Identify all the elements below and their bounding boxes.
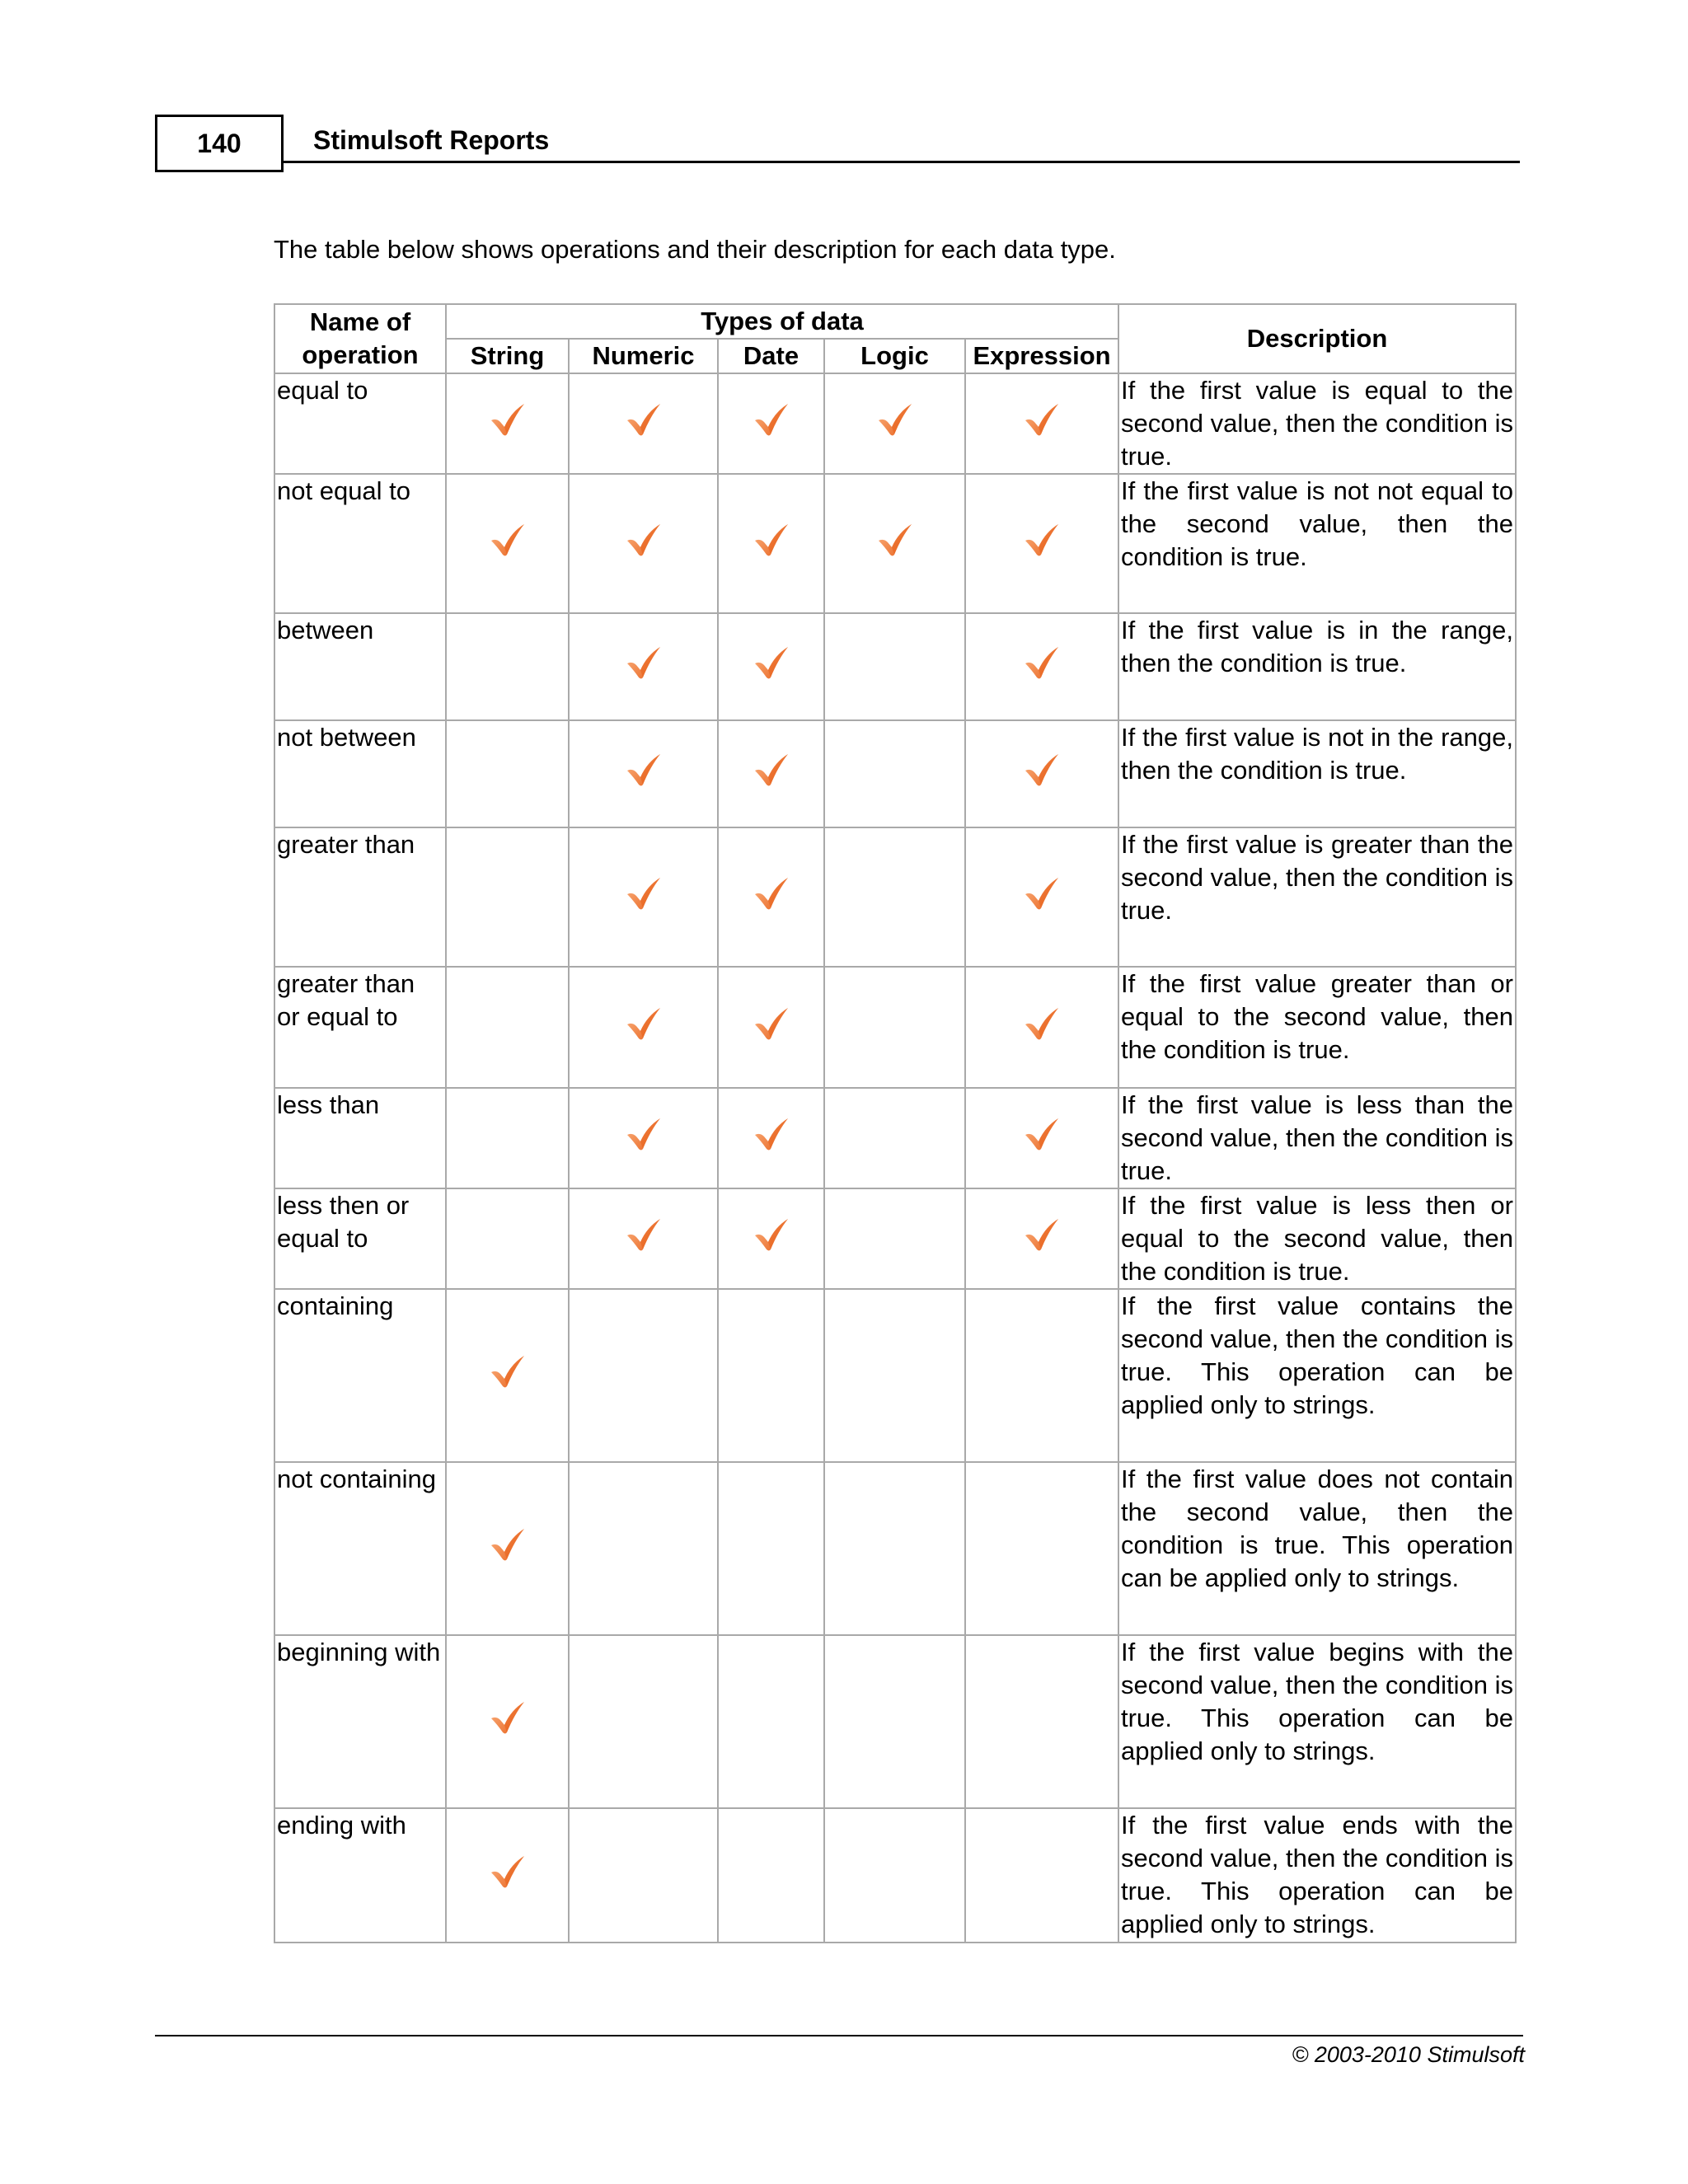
operation-description: If the first value is not not equal to the second value, then the condition is true. <box>1118 474 1516 613</box>
table-row <box>274 474 1516 613</box>
intro-text: The table below shows operations and their description for each data type. <box>274 235 1116 264</box>
operation-name: between <box>274 613 446 720</box>
operation-description: If the first value begins with the second value, then the condition is true. This operation can be applied only to strings. <box>1118 1635 1516 1808</box>
header-name-of-operation: Name of operation <box>274 304 446 373</box>
cell-date <box>718 1289 824 1462</box>
cell-numeric <box>569 1088 718 1188</box>
page-number <box>155 115 284 172</box>
cell-expression <box>965 1289 1118 1462</box>
check-mark-icon <box>625 522 663 558</box>
cell-expression <box>965 373 1118 474</box>
cell-numeric <box>569 1462 718 1635</box>
operation-name: less then or equal to <box>274 1188 446 1289</box>
page-number-text: 140 <box>197 128 241 158</box>
check-mark-icon <box>753 522 790 558</box>
check-mark-icon <box>1023 1116 1061 1152</box>
header-type-string: String <box>446 339 569 373</box>
check-mark-icon <box>753 401 790 438</box>
cell-string <box>446 967 569 1088</box>
check-mark-icon <box>753 1005 790 1042</box>
cell-expression <box>965 1635 1118 1808</box>
check-mark-icon <box>1023 752 1061 788</box>
footer-rule <box>155 2035 1523 2036</box>
cell-numeric <box>569 613 718 720</box>
cell-logic <box>824 827 965 967</box>
cell-string <box>446 720 569 827</box>
check-mark-icon <box>625 875 663 912</box>
operation-name: greater than <box>274 827 446 967</box>
cell-date <box>718 474 824 613</box>
check-mark-icon <box>1023 1005 1061 1042</box>
check-mark-icon <box>1023 522 1061 558</box>
cell-string <box>446 474 569 613</box>
operation-description: If the first value ends with the second value, then the condition is true. This operation can be applied only to strings. <box>1118 1808 1516 1943</box>
cell-string <box>446 827 569 967</box>
operation-description: If the first value is less than the second value, then the condition is true. <box>1118 1088 1516 1188</box>
cell-date <box>718 1462 824 1635</box>
header-type-expression: Expression <box>965 339 1118 373</box>
operation-description: If the first value is greater than the second value, then the condition is true. <box>1118 827 1516 967</box>
cell-date <box>718 1088 824 1188</box>
header-type-date: Date <box>718 339 824 373</box>
cell-date <box>718 1188 824 1289</box>
cell-numeric <box>569 720 718 827</box>
check-mark-icon <box>489 1526 527 1563</box>
cell-string <box>446 1289 569 1462</box>
cell-date <box>718 720 824 827</box>
cell-logic <box>824 1088 965 1188</box>
cell-numeric <box>569 1635 718 1808</box>
check-mark-icon <box>753 1116 790 1152</box>
table-row <box>274 720 1516 827</box>
operation-description: If the first value is equal to the second value, then the condition is true. <box>1118 373 1516 474</box>
check-mark-icon <box>489 522 527 558</box>
header-types-of-data: Types of data <box>446 304 1118 339</box>
check-mark-icon <box>1023 875 1061 912</box>
cell-date <box>718 373 824 474</box>
table-row <box>274 613 1516 720</box>
header-description: Description <box>1118 304 1516 373</box>
table-row <box>274 1289 1516 1462</box>
operation-name: ending with <box>274 1808 446 1943</box>
check-mark-icon <box>625 1216 663 1253</box>
check-mark-icon <box>625 1005 663 1042</box>
table-row <box>274 1088 1516 1188</box>
operations-table-body <box>274 373 1516 1943</box>
cell-date <box>718 827 824 967</box>
operation-name: not equal to <box>274 474 446 613</box>
check-mark-icon <box>876 522 914 558</box>
cell-string <box>446 373 569 474</box>
operation-description: If the first value contains the second value, then the condition is true. This operation can be applied only to strings. <box>1118 1289 1516 1462</box>
table-row <box>274 1635 1516 1808</box>
header-type-numeric: Numeric <box>569 339 718 373</box>
operation-name: not containing <box>274 1462 446 1635</box>
cell-numeric <box>569 373 718 474</box>
cell-date <box>718 967 824 1088</box>
check-mark-icon <box>625 644 663 681</box>
cell-logic <box>824 1635 965 1808</box>
cell-numeric <box>569 1289 718 1462</box>
operation-name: greater than or equal to <box>274 967 446 1088</box>
table-row <box>274 967 1516 1088</box>
cell-expression <box>965 1088 1118 1188</box>
check-mark-icon <box>753 752 790 788</box>
operation-description: If the first value is not in the range, then the condition is true. <box>1118 720 1516 827</box>
cell-string <box>446 613 569 720</box>
operation-name: beginning with <box>274 1635 446 1808</box>
table-row <box>274 373 1516 474</box>
cell-date <box>718 613 824 720</box>
check-mark-icon <box>489 1854 527 1890</box>
table-row <box>274 827 1516 967</box>
operation-description: If the first value greater than or equal to the second value, then the condition is true. <box>1118 967 1516 1088</box>
operation-name: containing <box>274 1289 446 1462</box>
cell-logic <box>824 1188 965 1289</box>
cell-logic <box>824 373 965 474</box>
cell-string <box>446 1088 569 1188</box>
check-mark-icon <box>625 401 663 438</box>
cell-expression <box>965 827 1118 967</box>
cell-expression <box>965 1462 1118 1635</box>
check-mark-icon <box>489 401 527 438</box>
operation-name: not between <box>274 720 446 827</box>
cell-expression <box>965 720 1118 827</box>
cell-logic <box>824 474 965 613</box>
operations-table <box>274 303 1517 1943</box>
cell-string <box>446 1635 569 1808</box>
check-mark-icon <box>753 644 790 681</box>
cell-logic <box>824 1808 965 1943</box>
cell-numeric <box>569 1808 718 1943</box>
cell-expression <box>965 613 1118 720</box>
cell-string <box>446 1462 569 1635</box>
header-rule <box>284 161 1520 163</box>
check-mark-icon <box>753 875 790 912</box>
check-mark-icon <box>1023 1216 1061 1253</box>
operation-description: If the first value is in the range, then the condition is true. <box>1118 613 1516 720</box>
table-row <box>274 1462 1516 1635</box>
operation-name: less than <box>274 1088 446 1188</box>
check-mark-icon <box>625 1116 663 1152</box>
cell-date <box>718 1808 824 1943</box>
header-type-logic: Logic <box>824 339 965 373</box>
operation-description: If the first value does not contain the second value, then the condition is true. This operation can be applied only to strings. <box>1118 1462 1516 1635</box>
cell-numeric <box>569 827 718 967</box>
cell-expression <box>965 1188 1118 1289</box>
header-title: Stimulsoft Reports <box>313 125 550 155</box>
table-row <box>274 1808 1516 1943</box>
check-mark-icon <box>489 1353 527 1390</box>
operation-name: equal to <box>274 373 446 474</box>
check-mark-icon <box>1023 644 1061 681</box>
footer-copyright: © 2003-2010 Stimulsoft <box>1292 2042 1525 2067</box>
cell-logic <box>824 1462 965 1635</box>
check-mark-icon <box>876 401 914 438</box>
cell-expression <box>965 474 1118 613</box>
cell-string <box>446 1808 569 1943</box>
cell-logic <box>824 720 965 827</box>
check-mark-icon <box>1023 401 1061 438</box>
cell-date <box>718 1635 824 1808</box>
table-row <box>274 1188 1516 1289</box>
cell-numeric <box>569 474 718 613</box>
cell-string <box>446 1188 569 1289</box>
cell-logic <box>824 1289 965 1462</box>
cell-expression <box>965 1808 1118 1943</box>
cell-logic <box>824 967 965 1088</box>
check-mark-icon <box>753 1216 790 1253</box>
check-mark-icon <box>625 752 663 788</box>
cell-logic <box>824 613 965 720</box>
check-mark-icon <box>489 1699 527 1736</box>
cell-expression <box>965 967 1118 1088</box>
operation-description: If the first value is less then or equal to the second value, then the condition is true. <box>1118 1188 1516 1289</box>
cell-numeric <box>569 967 718 1088</box>
cell-numeric <box>569 1188 718 1289</box>
